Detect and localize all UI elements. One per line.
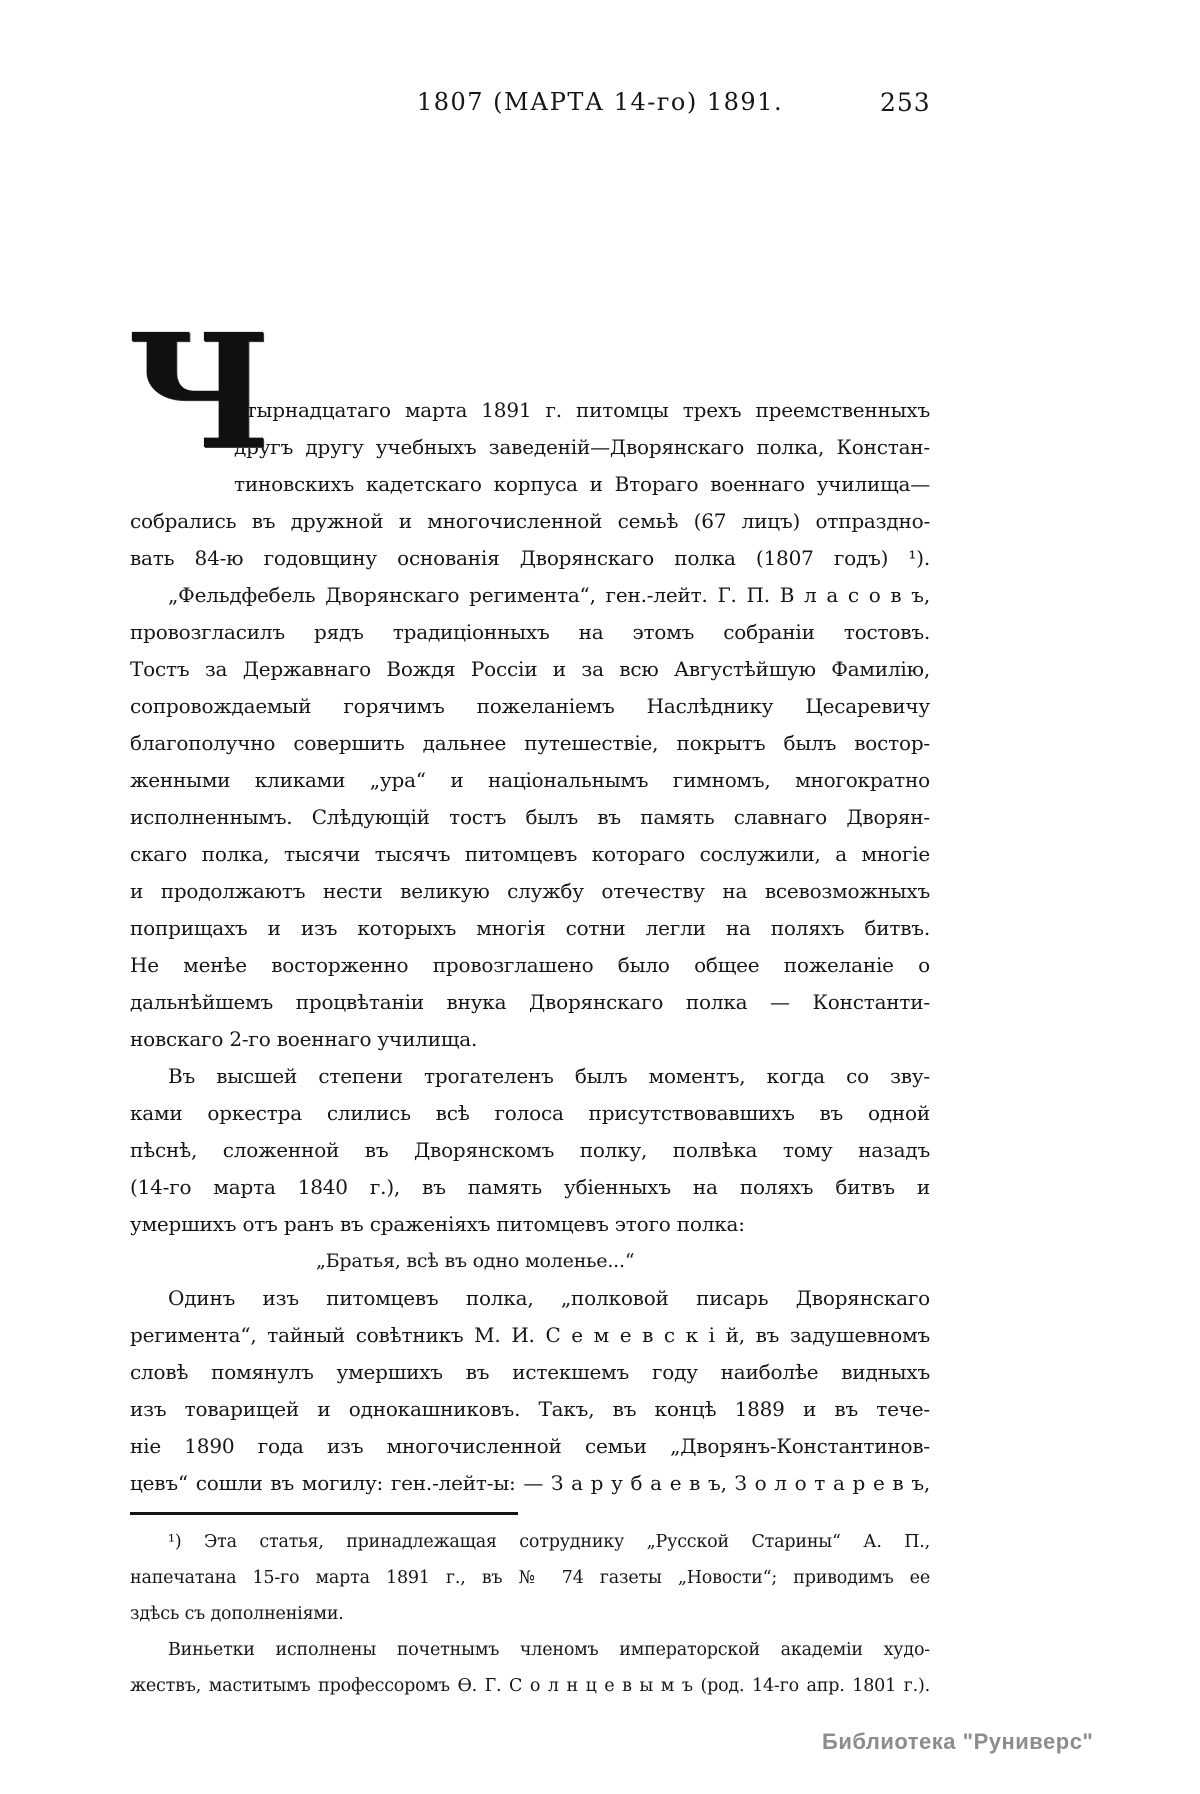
paragraph [130,1058,930,1243]
paragraph [130,1524,930,1632]
drop-cap-letter: Ч [127,300,272,485]
verse-line: „Братья, всѣ въ одно моленье...“ [316,1250,635,1272]
text-line: ніе 1890 года изъ многочисленной семьи „Дворянъ-Константинов- [130,1434,930,1458]
text-line: Въ высшей степени трогателенъ былъ моментъ, когда со зву- [168,1064,930,1088]
text-line: умершихъ отъ ранъ въ сраженіяхъ питомцевъ этого полка: [130,1212,745,1236]
text-line: тиновскихъ кадетскаго корпуса и Втораго военнаго училища— [234,472,930,496]
text-line: вать 84-ю годовщину основанія Дворянскаго полка (1807 годъ) ¹). [130,546,930,570]
text-line: собрались въ дружной и многочисленной семьѣ (67 лицъ) отпраздно- [130,509,930,533]
text-line: словѣ помянулъ умершихъ въ истекшемъ году наиболѣе видныхъ [130,1360,930,1384]
footnote [130,1524,930,1704]
text-line: дальнѣйшемъ процвѣтаніи внука Дворянскаго полка — Константи- [130,990,930,1014]
text-line: другъ другу учебныхъ заведеній—Дворянскаго полка, Констан- [234,435,930,459]
text-line: ¹) Эта статья, принадлежащая сотруднику „Русской Старины“ А. П., [168,1532,930,1552]
text-line: новскаго 2-го военнаго училища. [130,1027,478,1051]
text-line: (14-го марта 1840 г.), въ память убіенныхъ на поляхъ битвъ и [130,1175,930,1199]
text-line: ками оркестра слились всѣ голоса присутствовавшихъ въ одной [130,1101,930,1125]
text-line: женными кликами „ура“ и національнымъ гимномъ, многократно [130,768,930,792]
text-line: поприщахъ и изъ которыхъ многія сотни легли на поляхъ битвъ. [130,916,930,940]
drop-cap-initial [127,300,272,502]
text-line: „Фельдфебель Дворянскаго регимента“, ген.-лейт. Г. П. В л а с о в ъ, [168,583,930,607]
text-line: скаго полка, тысячи тысячъ питомцевъ котораго сослужили, а многіе [130,842,930,866]
text-line: и продолжаютъ нести великую службу отечеству на всевозможныхъ [130,879,930,903]
running-head-title: 1807 (МАРТА 14-го) 1891. [416,88,784,116]
article-body [127,300,930,1502]
library-watermark: Библиотека "Руниверс" [822,1729,1094,1754]
text-line: Тостъ за Державнаго Вождя Россіи и за всю Августѣйшую Фамилію, [130,657,930,681]
text-line: пѣснѣ, сложенной въ Дворянскомъ полку, полвѣка тому назадъ [130,1138,930,1162]
text-line: благополучно совершить дальнее путешествіе, покрытъ былъ востор- [130,731,930,755]
text-line: изъ товарищей и однокашниковъ. Такъ, въ концѣ 1889 и въ тече- [130,1397,930,1421]
text-line: регимента“, тайный совѣтникъ М. И. С е м е в с к і й, въ задушевномъ [130,1323,930,1347]
paragraph [130,577,930,1058]
text-line: сопровождаемый горячимъ пожеланіемъ Наслѣднику Цесаревичу [130,694,930,718]
text-line: провозгласилъ рядъ традиціонныхъ на этомъ собраніи тостовъ. [130,620,930,644]
running-head [0,88,1200,122]
paragraph [127,300,930,577]
text-line: цевъ“ сошли въ могилу: ген.-лейт-ы: — З а р у б а е в ъ, З о л о т а р е в ъ, [130,1471,930,1495]
text-line: жествъ, маститымъ профессоромъ Ѳ. Г. С о л н ц е в ы м ъ (род. 14-го апр. 1801 г.). [130,1676,930,1696]
paragraph [130,1632,930,1704]
text-line: напечатана 15-го марта 1891 г., въ № 74 газеты „Новости“; приводимъ ее [130,1568,930,1588]
page-number: 253 [880,88,931,117]
paragraph [130,1280,930,1502]
text-line: здѣсь съ дополненіями. [130,1604,344,1624]
text-line: етырнадцатаго марта 1891 г. питомцы трехъ преемственныхъ [234,398,930,422]
text-line: Виньетки исполнены почетнымъ членомъ императорской академіи худо- [168,1640,930,1660]
footnote-separator [130,1512,518,1515]
text-line: исполненнымъ. Слѣдующій тостъ былъ въ память славнаго Дворян- [130,805,930,829]
text-line: Не менѣе восторженно провозглашено было общее пожеланіе о [130,953,930,977]
text-line: Одинъ изъ питомцевъ полка, „полковой писарь Дворянскаго [168,1286,930,1310]
